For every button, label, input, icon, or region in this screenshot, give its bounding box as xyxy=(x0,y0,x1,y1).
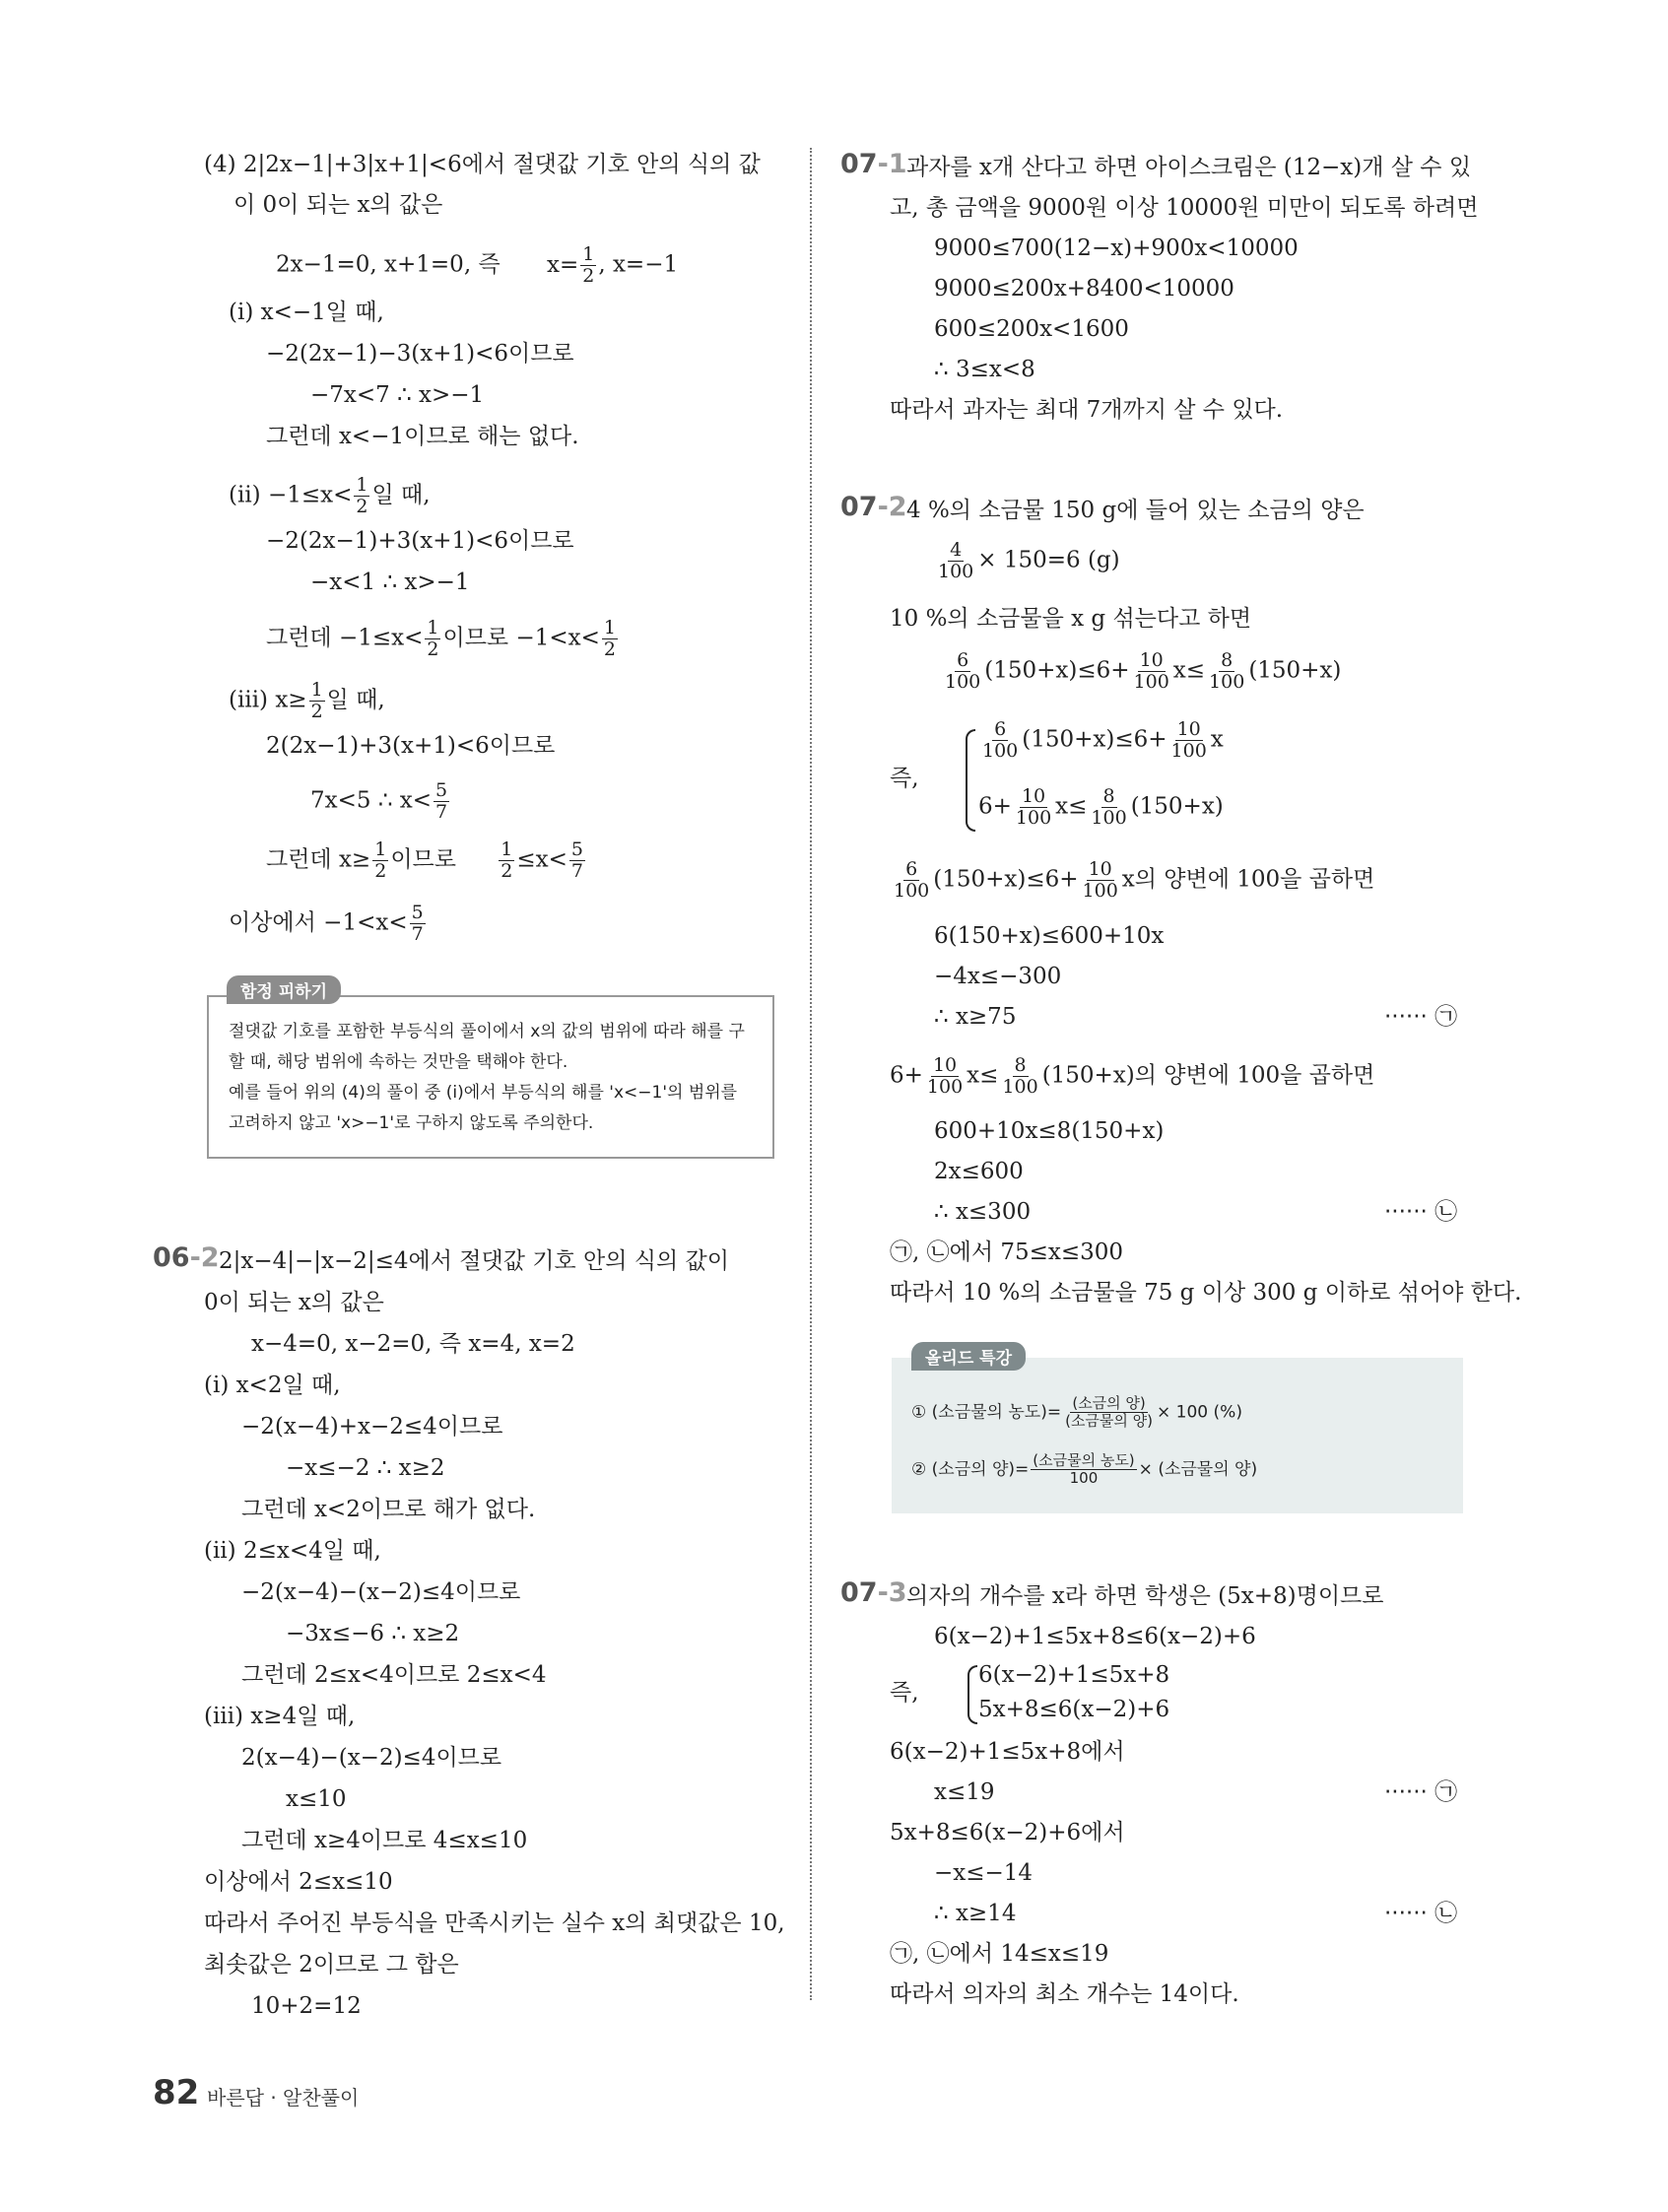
system-brace xyxy=(966,729,975,832)
problem-4-line-1: (4) 2|2x−1|+3|x+1|<6에서 절댓값 기호 안의 식의 값 xyxy=(204,152,761,177)
case-ii-heading: (ⅱ) −1≤x< $\frac{1}{2}$ 일 때, xyxy=(229,474,431,517)
p071-line: 따라서 과자는 최대 7개까지 살 수 있다. xyxy=(890,397,1284,423)
fraction-five-sevenths: $\frac{5}{7}$ xyxy=(570,838,583,882)
fraction-one-half: $\frac{1}{2}$ xyxy=(582,243,595,287)
tip-line-4: 고려하지 않고 'x>−1'로 구하지 않도록 주의한다. xyxy=(229,1113,594,1133)
case-i-line-1: −2(2x−1)−3(x+1)<6이므로 xyxy=(266,341,574,367)
p062-line: (ⅲ) x≥4일 때, xyxy=(204,1704,356,1729)
p072-final: 따라서 10 %의 소금물을 75 g 이상 300 g 이하로 섞어야 한다. xyxy=(890,1280,1522,1306)
fraction: $\frac{10}{100}$ xyxy=(926,1054,964,1098)
case-iii-line-1: 2(2x−1)+3(x+1)<6이므로 xyxy=(266,733,556,759)
p062-line: 0이 되는 x의 값은 xyxy=(204,1290,384,1315)
p062-line: x−4=0, x−2=0, 즉 x=4, x=2 xyxy=(251,1331,575,1357)
salt-amount: $\frac{4}{100}$ × 150=6 (g) xyxy=(938,539,1120,582)
system-brace xyxy=(967,1665,977,1724)
system-line-1: $\frac{6}{100}$ (150+x)≤6+ $\frac{10}{100}$ x xyxy=(982,718,1224,762)
system3-line-2: 5x+8≤6(x−2)+6 xyxy=(978,1697,1170,1722)
p062-line: 그런데 x<2이므로 해가 없다. xyxy=(241,1497,536,1522)
p062-line: 최솟값은 2이므로 그 합은 xyxy=(204,1952,459,1977)
footer-title: 바른답 · 알찬풀이 xyxy=(207,2086,360,2110)
p062-line: −2(x−4)−(x−2)≤4이므로 xyxy=(241,1579,521,1605)
fraction: $\frac{\text{(소금의 양)}}{\text{(소금물의 양)}}$ xyxy=(1065,1394,1154,1430)
p072-heading: 4 %의 소금물 150 g에 들어 있는 소금의 양은 xyxy=(906,498,1365,523)
problem-4-roots: 2x−1=0, x+1=0, 즉 x= $\frac{1}{2}$ , x=−1 xyxy=(276,243,679,287)
p062-line: (ⅰ) x<2일 때, xyxy=(204,1373,341,1398)
m2-line: 600+10x≤8(150+x) xyxy=(934,1118,1165,1144)
tip-line-1: 절댓값 기호를 포함한 부등식의 풀이에서 x의 값의 범위에 따라 해를 구 xyxy=(229,1022,745,1041)
p071-line: ∴ 3≤x<8 xyxy=(934,357,1035,382)
p062-line: 그런데 x≥4이므로 4≤x≤10 xyxy=(241,1828,528,1853)
page-number: 82 xyxy=(153,2073,200,2112)
fraction: $\frac{6}{100}$ xyxy=(945,649,981,693)
system-line-2: 6+ $\frac{10}{100}$ x≤ $\frac{8}{100}$ (150+x) xyxy=(978,785,1224,829)
problem-label-07-1: 07-1 xyxy=(840,149,907,179)
fraction: $\frac{8}{100}$ xyxy=(1002,1054,1038,1098)
case-i-heading: (ⅰ) x<−1일 때, xyxy=(229,300,384,325)
m1-line: ∴ x≥75 xyxy=(934,1004,1017,1030)
fraction-one-half: $\frac{1}{2}$ xyxy=(427,617,439,660)
fraction: $\frac{8}{100}$ xyxy=(1091,785,1127,829)
p062-line: x≤10 xyxy=(286,1786,347,1812)
combined-result-3: ㉠, ㉡에서 14≤x≤19 xyxy=(890,1941,1109,1967)
p072-mix: 10 %의 소금물을 x g 섞는다고 하면 xyxy=(890,606,1252,632)
s3-line: 6(x−2)+1≤5x+8에서 xyxy=(890,1739,1125,1765)
case-iii-line-2: 7x<5 ∴ x< $\frac{5}{7}$ xyxy=(310,779,448,823)
marker-circled-a: ······ ㉠ xyxy=(1384,1779,1458,1805)
case-ii-line-2: −x<1 ∴ x>−1 xyxy=(310,570,470,595)
p062-line: 10+2=12 xyxy=(251,1993,362,2019)
fraction: $\frac{6}{100}$ xyxy=(894,858,930,902)
combined-result: ㉠, ㉡에서 75≤x≤300 xyxy=(890,1240,1124,1265)
s3-line: −x≤−14 xyxy=(934,1860,1034,1886)
conclusion-4: 이상에서 −1<x< $\frac{5}{7}$ xyxy=(229,902,424,945)
case-ii-line-1: −2(2x−1)+3(x+1)<6이므로 xyxy=(266,528,574,554)
problem-label-07-3: 07-3 xyxy=(840,1577,907,1608)
fraction: $\frac{10}{100}$ xyxy=(1082,858,1118,902)
p071-line: 9000≤700(12−x)+900x<10000 xyxy=(934,235,1299,261)
tip-line-3: 예를 들어 위의 (4)의 풀이 중 (ⅰ)에서 부등식의 해를 'x<−1'의 범위를 xyxy=(229,1083,738,1103)
s3-line: 5x+8≤6(x−2)+6에서 xyxy=(890,1820,1125,1845)
p062-line: (ⅱ) 2≤x<4일 때, xyxy=(204,1538,381,1564)
tip-box-title: 함정 피하기 xyxy=(227,975,341,1004)
m2-line: ∴ x≤300 xyxy=(934,1199,1032,1225)
m2-line: 2x≤600 xyxy=(934,1159,1024,1184)
p073-final: 따라서 의자의 최소 개수는 14이다. xyxy=(890,1981,1239,2007)
fraction: $\frac{10}{100}$ xyxy=(1170,718,1207,762)
p073-equation: 6(x−2)+1≤5x+8≤6(x−2)+6 xyxy=(934,1624,1256,1649)
fraction-five-sevenths: $\frac{5}{7}$ xyxy=(411,902,424,945)
p062-line: −2(x−4)+x−2≤4이므로 xyxy=(241,1414,503,1440)
fraction: $\frac{6}{100}$ xyxy=(982,718,1019,762)
p062-line: −x≤−2 ∴ x≥2 xyxy=(286,1455,445,1481)
formula-box-title: 올리드 특강 xyxy=(911,1342,1026,1371)
fraction: $\frac{8}{100}$ xyxy=(1209,649,1245,693)
fraction: $\frac{4}{100}$ xyxy=(938,539,974,582)
multiply-line-2: 6+ $\frac{10}{100}$ x≤ $\frac{8}{100}$ (150+x)의 양변에 100을 곱하면 xyxy=(890,1054,1375,1098)
multiply-line-1: $\frac{6}{100}$ (150+x)≤6+ $\frac{10}{100}$ x의 양변에 100을 곱하면 xyxy=(894,858,1375,902)
fraction-one-half: $\frac{1}{2}$ xyxy=(374,838,387,882)
p071-line: 9000≤200x+8400<10000 xyxy=(934,276,1234,302)
fraction-five-sevenths: $\frac{5}{7}$ xyxy=(435,779,448,823)
jeuk-label: 즉, xyxy=(890,766,919,791)
m1-line: 6(150+x)≤600+10x xyxy=(934,923,1165,949)
formula-box xyxy=(892,1358,1463,1513)
p062-line: 2(x−4)−(x−2)≤4이므로 xyxy=(241,1745,502,1771)
case-ii-line-3: 그런데 −1≤x< $\frac{1}{2}$ 이므로 −1<x< $\frac{1}{2}$ xyxy=(266,617,616,660)
p062-line: 그런데 2≤x<4이므로 2≤x<4 xyxy=(241,1662,547,1688)
marker-circled-b: ······ ㉡ xyxy=(1384,1901,1458,1926)
jeuk-label: 즉, xyxy=(890,1680,919,1706)
p062-line: 따라서 주어진 부등식을 만족시키는 실수 x의 최댓값은 10, xyxy=(204,1910,785,1936)
system3-line-1: 6(x−2)+1≤5x+8 xyxy=(978,1662,1170,1688)
fraction: $\frac{\text{(소금물의 농도)}}{100}$ xyxy=(1033,1451,1135,1487)
s3-line: x≤19 xyxy=(934,1779,995,1805)
fraction: $\frac{10}{100}$ xyxy=(1133,649,1169,693)
p071-line: 600≤200x<1600 xyxy=(934,316,1129,342)
p062-line: 2|x−4|−|x−2|≤4에서 절댓값 기호 안의 식의 값이 xyxy=(219,1248,729,1274)
fraction-one-half: $\frac{1}{2}$ xyxy=(356,474,368,517)
tip-line-2: 할 때, 해당 범위에 속하는 것만을 택해야 한다. xyxy=(229,1052,568,1072)
p071-line: 과자를 x개 산다고 하면 아이스크림은 (12−x)개 살 수 있 xyxy=(906,155,1472,180)
fraction-one-half: $\frac{1}{2}$ xyxy=(603,617,616,660)
case-iii-line-3: 그런데 x≥ $\frac{1}{2}$ 이므로 $\frac{1}{2}$ ≤x< $\frac{5}{7}$ xyxy=(266,838,583,882)
p073-heading: 의자의 개수를 x라 하면 학생은 (5x+8)명이므로 xyxy=(906,1583,1384,1609)
marker-circled-b: ······ ㉡ xyxy=(1384,1199,1458,1225)
formula-1: ① (소금물의 농도)= $\frac{\text{(소금의 양)}}{\text{(소금물의 양)}}$ × 100 (%) xyxy=(911,1394,1242,1430)
fraction: $\frac{10}{100}$ xyxy=(1015,785,1052,829)
p062-line: −3x≤−6 ∴ x≥2 xyxy=(286,1621,460,1646)
m1-line: −4x≤−300 xyxy=(934,964,1062,989)
case-i-line-3: 그런데 x<−1이므로 해는 없다. xyxy=(266,424,579,449)
problem-4-line-2: 이 0이 되는 x의 값은 xyxy=(234,192,443,218)
problem-label-06-2: 06-2 xyxy=(153,1242,220,1273)
case-iii-heading: (ⅲ) x≥ $\frac{1}{2}$ 일 때, xyxy=(229,679,385,722)
s3-line: ∴ x≥14 xyxy=(934,1901,1017,1926)
problem-label-07-2: 07-2 xyxy=(840,492,907,522)
marker-circled-a: ······ ㉠ xyxy=(1384,1004,1458,1030)
fraction-one-half: $\frac{1}{2}$ xyxy=(500,838,513,882)
formula-2: ② (소금의 양)= $\frac{\text{(소금물의 농도)}}{100}$ × (소금물의 양) xyxy=(911,1451,1258,1487)
fraction-one-half: $\frac{1}{2}$ xyxy=(310,679,323,722)
p071-line: 고, 총 금액을 9000원 이상 10000원 미만이 되도록 하려면 xyxy=(890,195,1479,221)
p062-line: 이상에서 2≤x≤10 xyxy=(204,1869,393,1895)
column-divider xyxy=(810,148,812,2000)
p072-inequality: $\frac{6}{100}$ (150+x)≤6+ $\frac{10}{100}$ x≤ $\frac{8}{100}$ (150+x) xyxy=(945,649,1342,693)
case-i-line-2: −7x<7 ∴ x>−1 xyxy=(310,382,485,408)
